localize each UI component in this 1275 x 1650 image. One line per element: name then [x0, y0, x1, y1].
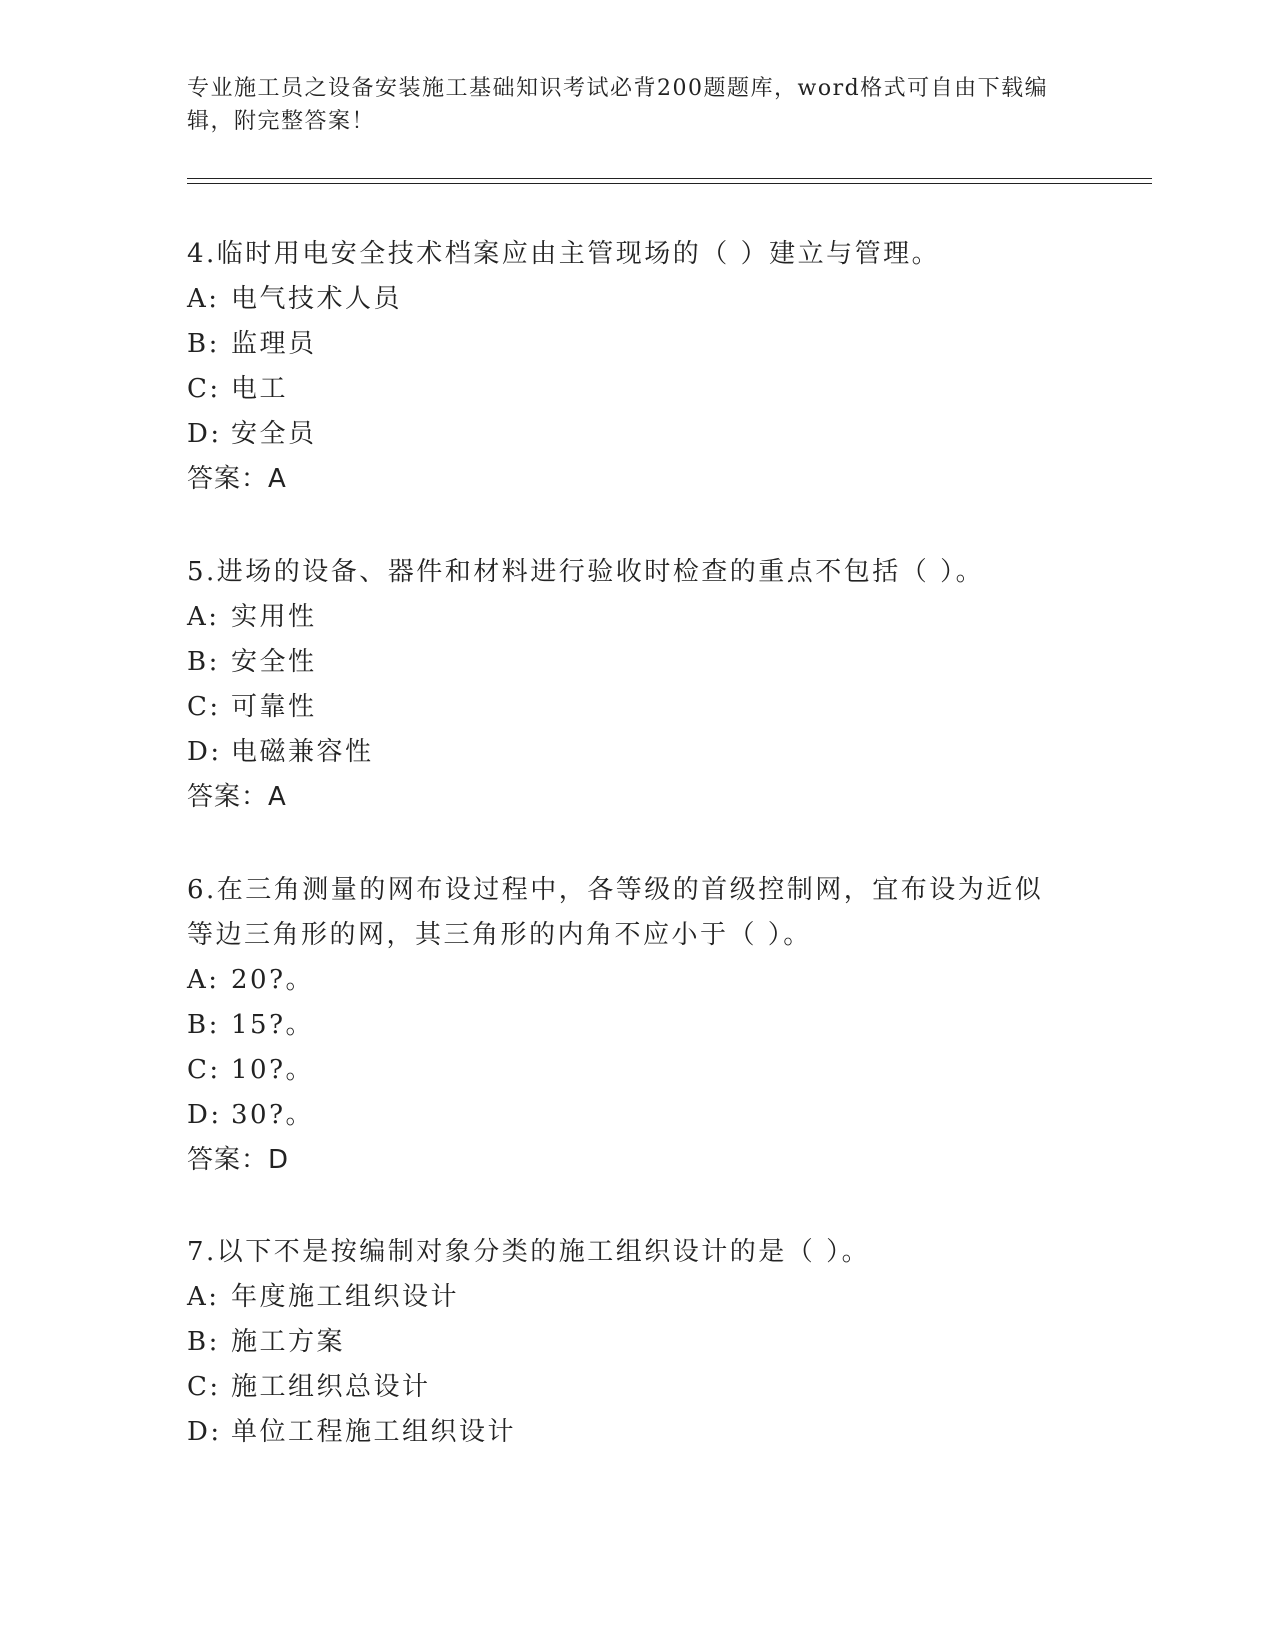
- option-letter: D:: [187, 419, 222, 449]
- option-letter: A:: [187, 602, 220, 632]
- option-d: [187, 1410, 1067, 1455]
- document-header: 专业施工员之设备安装施工基础知识考试必背200题题库，word格式可自由下载编辑，附完整答案！: [187, 76, 1049, 134]
- option-a: [187, 595, 1067, 640]
- option-c: [187, 1048, 1067, 1093]
- option-text: 监理员: [231, 329, 317, 359]
- option-d: [187, 730, 1067, 775]
- option-letter: C:: [187, 374, 221, 404]
- option-text: 电磁兼容性: [231, 737, 374, 767]
- question-5: [187, 550, 1067, 820]
- option-d: [187, 1093, 1067, 1138]
- header-divider-top: [187, 178, 1152, 179]
- option-text: 实用性: [231, 602, 317, 632]
- option-letter: B:: [187, 1327, 220, 1357]
- option-a: [187, 958, 1067, 1003]
- option-text: 10?。: [231, 1055, 315, 1085]
- question-text: 5.进场的设备、器件和材料进行验收时检查的重点不包括（ ）。: [187, 557, 985, 587]
- header-divider-bottom: [187, 183, 1152, 184]
- option-text: 单位工程施工组织设计: [231, 1417, 517, 1447]
- option-b: [187, 322, 1067, 367]
- option-text: 可靠性: [231, 692, 317, 722]
- question-text: 6.在三角测量的网布设过程中，各等级的首级控制网，宜布设为近似等边三角形的网，其三角形的内角不应小于（ ）。: [187, 875, 1044, 950]
- answer: 答案：A: [187, 464, 287, 494]
- option-text: 施工组织总设计: [231, 1372, 431, 1402]
- option-letter: B:: [187, 1010, 220, 1040]
- answer: 答案：D: [187, 1145, 290, 1175]
- option-d: [187, 412, 1067, 457]
- option-c: [187, 685, 1067, 730]
- option-letter: C:: [187, 692, 221, 722]
- option-text: 20?。: [231, 965, 315, 995]
- option-a: [187, 1275, 1067, 1320]
- option-letter: C:: [187, 1055, 221, 1085]
- option-text: 电工: [231, 374, 289, 404]
- option-letter: A:: [187, 1282, 220, 1312]
- option-text: 施工方案: [231, 1327, 346, 1357]
- option-letter: B:: [187, 647, 220, 677]
- question-6: [187, 868, 1067, 1183]
- option-text: 安全员: [231, 419, 317, 449]
- option-letter: D:: [187, 737, 222, 767]
- option-letter: B:: [187, 329, 220, 359]
- option-text: 安全性: [231, 647, 317, 677]
- option-letter: A:: [187, 284, 220, 314]
- option-b: [187, 640, 1067, 685]
- option-text: 电气技术人员: [231, 284, 403, 314]
- option-letter: C:: [187, 1372, 221, 1402]
- option-c: [187, 1365, 1067, 1410]
- option-text: 15?。: [231, 1010, 315, 1040]
- question-text: 4.临时用电安全技术档案应由主管现场的（ ）建立与管理。: [187, 239, 941, 269]
- option-text: 年度施工组织设计: [231, 1282, 460, 1312]
- option-c: [187, 367, 1067, 412]
- option-b: [187, 1003, 1067, 1048]
- option-text: 30?。: [231, 1100, 315, 1130]
- option-letter: D:: [187, 1100, 222, 1130]
- answer: 答案：A: [187, 782, 287, 812]
- option-b: [187, 1320, 1067, 1365]
- question-text: 7.以下不是按编制对象分类的施工组织设计的是（ ）。: [187, 1237, 871, 1267]
- question-7: [187, 1230, 1067, 1455]
- question-4: [187, 232, 1067, 502]
- option-letter: D:: [187, 1417, 222, 1447]
- option-a: [187, 277, 1067, 322]
- option-letter: A:: [187, 965, 220, 995]
